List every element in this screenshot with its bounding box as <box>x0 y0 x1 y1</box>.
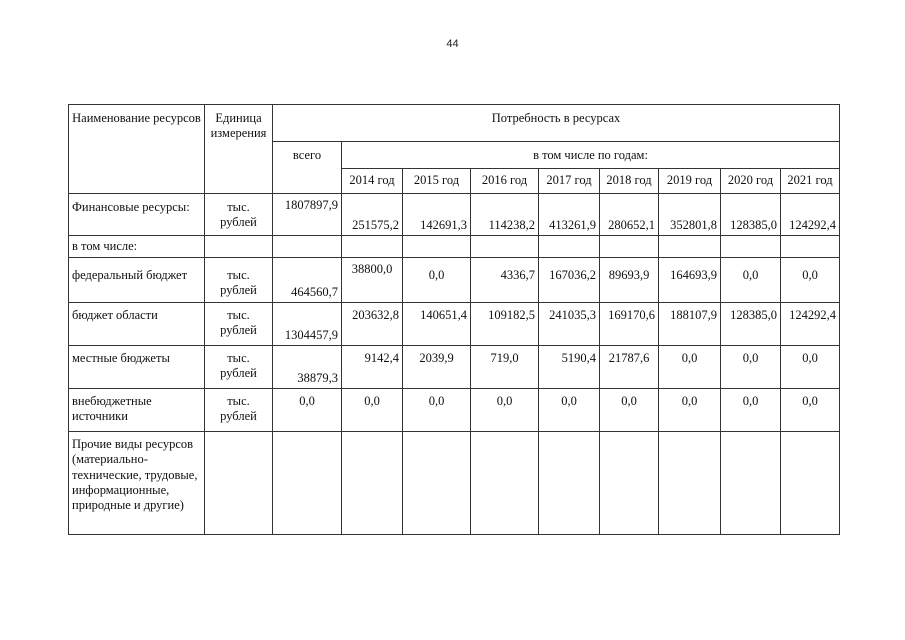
header-unit-col: Единица измерения <box>205 105 273 194</box>
table-row <box>69 389 840 432</box>
row-value: 114238,2 <box>471 194 539 236</box>
empty-cell <box>205 236 273 258</box>
row-value: 352801,8 <box>659 194 721 236</box>
empty-cell <box>403 236 471 258</box>
row-value: 0,0 <box>781 389 840 432</box>
row-name: в том числе: <box>69 236 205 258</box>
row-value: 164693,9 <box>659 258 721 303</box>
row-value: 128385,0 <box>721 303 781 346</box>
header-year: 2015 год <box>403 169 471 194</box>
row-value: 0,0 <box>721 258 781 303</box>
table-row <box>69 236 840 258</box>
header-row-1 <box>69 105 840 142</box>
empty-cell <box>781 236 840 258</box>
row-value: 9142,4 <box>342 346 403 389</box>
row-value: 5190,4 <box>539 346 600 389</box>
table-row <box>69 303 840 346</box>
header-year: 2017 год <box>539 169 600 194</box>
empty-cell <box>471 236 539 258</box>
row-value: 89693,9 <box>600 258 659 303</box>
empty-cell <box>600 432 659 535</box>
row-value: 0,0 <box>781 258 840 303</box>
empty-cell <box>539 236 600 258</box>
row-value: 140651,4 <box>403 303 471 346</box>
row-name: местные бюджеты <box>69 346 205 389</box>
row-value: 2039,9 <box>403 346 471 389</box>
table-row <box>69 258 840 303</box>
empty-cell <box>342 236 403 258</box>
header-year: 2019 год <box>659 169 721 194</box>
row-value: 0,0 <box>403 258 471 303</box>
row-value: 241035,3 <box>539 303 600 346</box>
row-total: 0,0 <box>273 389 342 432</box>
row-value: 124292,4 <box>781 194 840 236</box>
row-value: 719,0 <box>471 346 539 389</box>
row-unit: тыс. рублей <box>205 346 273 389</box>
row-value: 0,0 <box>659 346 721 389</box>
row-value: 188107,9 <box>659 303 721 346</box>
row-value: 4336,7 <box>471 258 539 303</box>
empty-cell <box>205 432 273 535</box>
empty-cell <box>600 236 659 258</box>
row-value: 0,0 <box>471 389 539 432</box>
row-unit: тыс. рублей <box>205 303 273 346</box>
row-value: 251575,2 <box>342 194 403 236</box>
row-value: 142691,3 <box>403 194 471 236</box>
row-value: 0,0 <box>600 389 659 432</box>
row-value: 169170,6 <box>600 303 659 346</box>
row-value: 128385,0 <box>721 194 781 236</box>
row-value: 0,0 <box>721 389 781 432</box>
row-value: 167036,2 <box>539 258 600 303</box>
empty-cell <box>471 432 539 535</box>
row-total: 38879,3 <box>273 346 342 389</box>
header-year: 2014 год <box>342 169 403 194</box>
header-name-col: Наименование ресурсов <box>69 105 205 194</box>
header-total-col: всего <box>273 142 342 194</box>
row-value: 0,0 <box>539 389 600 432</box>
row-value: 124292,4 <box>781 303 840 346</box>
row-value: 38800,0 <box>342 258 403 303</box>
row-total: 1807897,9 <box>273 194 342 236</box>
header-year: 2020 год <box>721 169 781 194</box>
row-value: 203632,8 <box>342 303 403 346</box>
empty-cell <box>721 432 781 535</box>
row-name: бюджет области <box>69 303 205 346</box>
header-by-years: в том числе по годам: <box>342 142 840 169</box>
row-value: 0,0 <box>721 346 781 389</box>
header-year: 2018 год <box>600 169 659 194</box>
table-row <box>69 432 840 535</box>
empty-cell <box>342 432 403 535</box>
header-year: 2016 год <box>471 169 539 194</box>
row-value: 413261,9 <box>539 194 600 236</box>
row-name: федеральный бюджет <box>69 258 205 303</box>
row-value: 109182,5 <box>471 303 539 346</box>
header-year: 2021 год <box>781 169 840 194</box>
table-row <box>69 194 840 236</box>
empty-cell <box>539 432 600 535</box>
empty-cell <box>781 432 840 535</box>
row-value: 0,0 <box>781 346 840 389</box>
page-number: 44 <box>446 38 459 50</box>
row-unit: тыс. рублей <box>205 258 273 303</box>
row-value: 0,0 <box>342 389 403 432</box>
empty-cell <box>659 432 721 535</box>
row-name: Финансовые ресурсы: <box>69 194 205 236</box>
row-total: 464560,7 <box>273 258 342 303</box>
empty-cell <box>273 432 342 535</box>
row-total: 1304457,9 <box>273 303 342 346</box>
empty-cell <box>659 236 721 258</box>
row-name: внебюджетные источники <box>69 389 205 432</box>
row-value: 280652,1 <box>600 194 659 236</box>
row-value: 21787,6 <box>600 346 659 389</box>
table-row <box>69 346 840 389</box>
empty-cell <box>403 432 471 535</box>
header-need-col: Потребность в ресурсах <box>273 105 840 142</box>
row-name: Прочие виды ресурсов (материально-технические, трудовые, информационные, природные и другие) <box>69 432 205 535</box>
resource-requirements-table <box>68 104 840 535</box>
empty-cell <box>273 236 342 258</box>
row-value: 0,0 <box>659 389 721 432</box>
row-value: 0,0 <box>403 389 471 432</box>
row-unit: тыс. рублей <box>205 389 273 432</box>
row-unit: тыс. рублей <box>205 194 273 236</box>
empty-cell <box>721 236 781 258</box>
